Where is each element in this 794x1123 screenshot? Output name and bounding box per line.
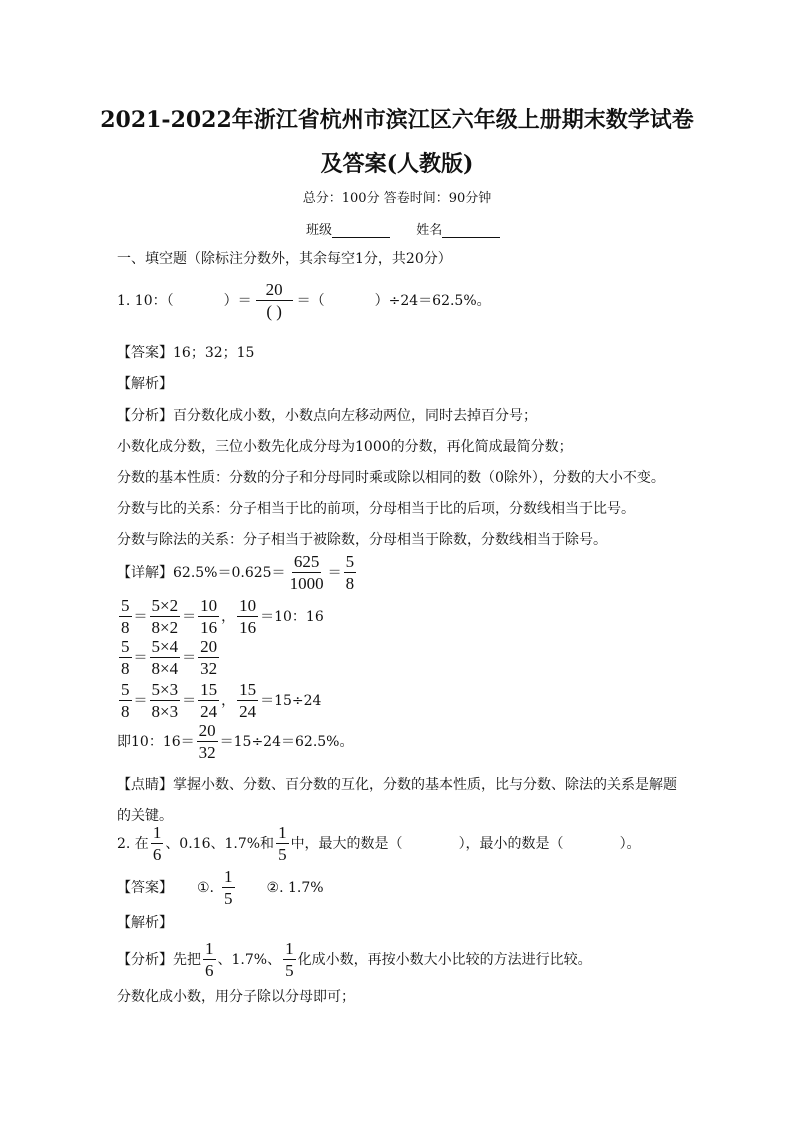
q1-analysis: 【分析】百分数化成小数，小数点向左移动两位，同时去掉百分号；	[117, 408, 537, 424]
den: 8	[121, 702, 130, 721]
den: 5	[224, 889, 233, 908]
title-line-1: 2021-2022年浙江省杭州市滨江区六年级上册期末数学试卷	[100, 107, 694, 133]
q1-analysis-line-2: 小数化成分数，三位小数先化成分母为1000的分数，再化简成最简分数；	[117, 439, 573, 455]
frac	[150, 681, 181, 720]
den: 6	[152, 845, 162, 864]
num: 625	[293, 552, 320, 571]
mid: 、1.7%、	[217, 951, 282, 968]
q2-mid: 、0.16、1.7%和	[165, 835, 275, 852]
tail: 化成小数，再按小数大小比较的方法进行比较。	[297, 951, 592, 968]
q1-key-point-line-2: 的关键。	[117, 808, 173, 824]
q1-fraction	[256, 281, 293, 320]
comma: ，	[221, 692, 236, 709]
frac	[198, 638, 219, 677]
equals: ＝	[133, 649, 148, 666]
frac	[276, 824, 289, 863]
answer-1-frac	[222, 868, 235, 907]
q2-analysis	[117, 940, 592, 979]
num: 10	[239, 596, 257, 615]
question-2	[117, 824, 641, 863]
tail: ＝15÷24＝62.5%。	[219, 733, 354, 750]
frac	[198, 597, 219, 636]
den: 16	[239, 618, 257, 637]
equals: ＝	[182, 608, 197, 625]
q1-step-1	[117, 597, 324, 636]
q1-conclusion	[117, 722, 353, 761]
section-heading: 一、填空题（除标注分数外，其余每空1分，共20分）	[117, 251, 452, 267]
num: 15	[200, 680, 218, 699]
den: 24	[200, 702, 218, 721]
q1-tail: ）÷24＝62.5%。	[374, 292, 491, 309]
den: 8	[121, 659, 130, 678]
den: 6	[205, 961, 214, 980]
answer-label: 【答案】	[117, 879, 173, 896]
q1-frac-den[interactable]: ( )	[266, 302, 282, 321]
frac	[237, 597, 258, 636]
q1-mid1: ）＝	[223, 292, 252, 309]
exam-meta: 总分：100分 答卷时间：90分钟	[302, 191, 492, 206]
q1-analysis-line-5: 分数与除法的关系：分子相当于被除数，分母相当于除数，分数线相当于除号。	[117, 532, 607, 548]
frac	[150, 597, 181, 636]
den: 8×2	[151, 618, 179, 637]
q1-frac-num: 20	[256, 281, 293, 301]
answer-2: ②. 1.7%	[266, 879, 324, 896]
frac-5-8	[344, 553, 357, 592]
q2-jiexi: 【解析】	[117, 915, 173, 931]
tail: ＝10：16	[260, 608, 324, 625]
den: 1000	[289, 574, 324, 593]
answer-1-mark: ①.	[197, 879, 215, 896]
q2-analysis-line-2: 分数化成小数，用分子除以分母即可；	[117, 989, 355, 1005]
num: 1	[224, 867, 233, 886]
den: 32	[198, 743, 216, 762]
frac	[119, 638, 132, 677]
frac	[203, 940, 216, 979]
num: 5	[121, 680, 130, 699]
frac-625-1000	[288, 553, 326, 592]
q1-jiexi: 【解析】	[117, 376, 173, 392]
num: 20	[200, 637, 218, 656]
num: 10	[200, 596, 218, 615]
q2-tail-3: ）。	[619, 835, 641, 852]
frac	[198, 681, 219, 720]
q2-tail-2: ），最小的数是（	[458, 835, 564, 852]
num: 1	[285, 939, 294, 958]
den: 5	[285, 961, 294, 980]
equals: ＝	[133, 608, 148, 625]
q1-detail	[117, 553, 358, 592]
class-field	[306, 219, 500, 238]
q1-detail-prefix: 【详解】62.5%＝0.625＝	[117, 564, 286, 581]
den: 8×3	[151, 702, 179, 721]
num: 15	[239, 680, 257, 699]
title-line-2: 及答案(人教版)	[320, 151, 474, 177]
frac	[151, 824, 164, 863]
frac	[119, 597, 132, 636]
den: 8×4	[151, 659, 179, 678]
class-blank[interactable]	[332, 223, 390, 238]
q1-analysis-line-4: 分数与比的关系：分子相当于比的前项，分母相当于比的后项，分数线相当于比号。	[117, 501, 635, 517]
q1-step-2	[117, 638, 221, 677]
num: 1	[152, 823, 162, 842]
q2-prefix: 2. 在	[117, 835, 149, 852]
frac	[237, 681, 258, 720]
num: 5	[121, 637, 130, 656]
num: 5×2	[151, 596, 179, 615]
q2-answer	[117, 868, 324, 907]
class-label: 班级	[306, 223, 333, 238]
num: 1	[205, 939, 214, 958]
num: 5×4	[151, 637, 179, 656]
num: 20	[198, 721, 216, 740]
num: 5	[121, 596, 130, 615]
den: 8	[345, 574, 355, 593]
equals: ＝	[327, 564, 342, 581]
q1-analysis-line-3: 分数的基本性质：分数的分子和分母同时乘或除以相同的数（0除外），分数的大小不变。	[117, 470, 665, 486]
name-label: 姓名	[416, 223, 443, 238]
comma: ，	[221, 608, 236, 625]
tail: ＝15÷24	[260, 692, 322, 709]
num: 5	[345, 552, 355, 571]
den: 5	[278, 845, 287, 864]
den: 8	[121, 618, 130, 637]
frac	[150, 638, 181, 677]
frac	[283, 940, 296, 979]
q1-step-3	[117, 681, 321, 720]
num: 5×3	[151, 680, 179, 699]
equals: ＝	[182, 649, 197, 666]
q1-mid2: ＝（	[296, 292, 325, 309]
question-1	[117, 281, 491, 320]
q1-prefix: 1. 10：（	[117, 292, 174, 309]
equals: ＝	[133, 692, 148, 709]
q2-tail-1: 中，最大的数是（	[290, 835, 403, 852]
den: 32	[200, 659, 218, 678]
den: 24	[239, 702, 257, 721]
q1-key-point: 【点睛】掌握小数、分数、百分数的互化，分数的基本性质，比与分数、除法的关系是解题	[117, 777, 677, 793]
q1-answer: 【答案】16；32；15	[117, 345, 255, 361]
name-blank[interactable]	[442, 223, 500, 238]
prefix: 【分析】先把	[117, 951, 201, 968]
frac	[119, 681, 132, 720]
prefix: 即10：16＝	[117, 733, 195, 750]
frac	[197, 722, 218, 761]
den: 16	[200, 618, 218, 637]
equals: ＝	[182, 692, 197, 709]
num: 1	[278, 823, 287, 842]
